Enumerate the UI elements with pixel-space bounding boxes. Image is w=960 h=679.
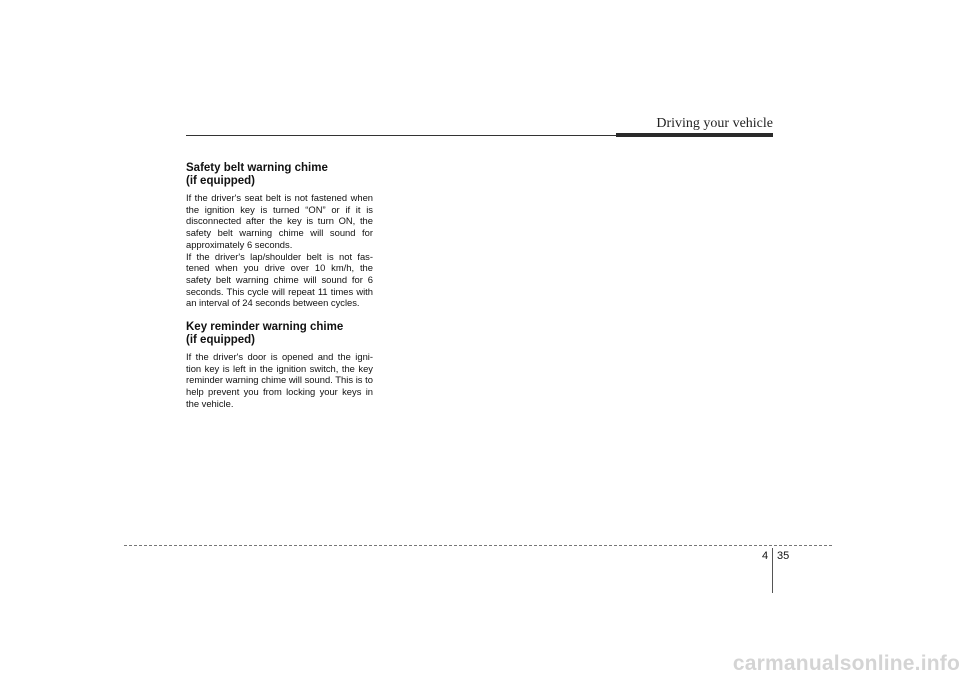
heading-line-2: (if equipped): [186, 334, 255, 347]
section-safety-belt-chime: [186, 162, 373, 309]
header-rule-accent: [616, 133, 773, 137]
page-number: 35: [777, 550, 790, 562]
footer-dashed-rule: [124, 545, 832, 546]
paragraph: If the driver's seat belt is not fastened when the ignition key is turned “ON” or if it is disconnected after the key is turn ON, the safety belt warning chime will sound for approximately 6 seconds.: [186, 192, 373, 250]
watermark: carmanualsonline.info: [732, 652, 960, 675]
section-key-reminder-chime: [186, 321, 373, 410]
section-header-title: Driving your vehicle: [656, 116, 773, 131]
heading-line-1: Safety belt warning chime: [186, 162, 328, 174]
section-heading: [186, 162, 373, 188]
heading-line-1: Key reminder warning chime: [186, 321, 344, 334]
content-column: [186, 162, 373, 410]
section-heading: [186, 321, 373, 347]
footer-divider: [772, 548, 773, 593]
chapter-number: 4: [762, 550, 769, 562]
paragraph: If the driver's lap/shoulder belt is not fas-tened when you drive over 10 km/h, the safety belt warning chime will sound for 6 seconds. This cycle will repeat 11 times with an interval of 24 seconds between cycles.: [186, 250, 373, 309]
paragraph: If the driver's door is opened and the igni-tion key is left in the ignition switch, the key reminder warning chime will sound. This is to help prevent you from locking your keys in the vehicle.: [186, 351, 373, 409]
heading-line-2: (if equipped): [186, 175, 255, 187]
header-rule: [186, 135, 616, 136]
